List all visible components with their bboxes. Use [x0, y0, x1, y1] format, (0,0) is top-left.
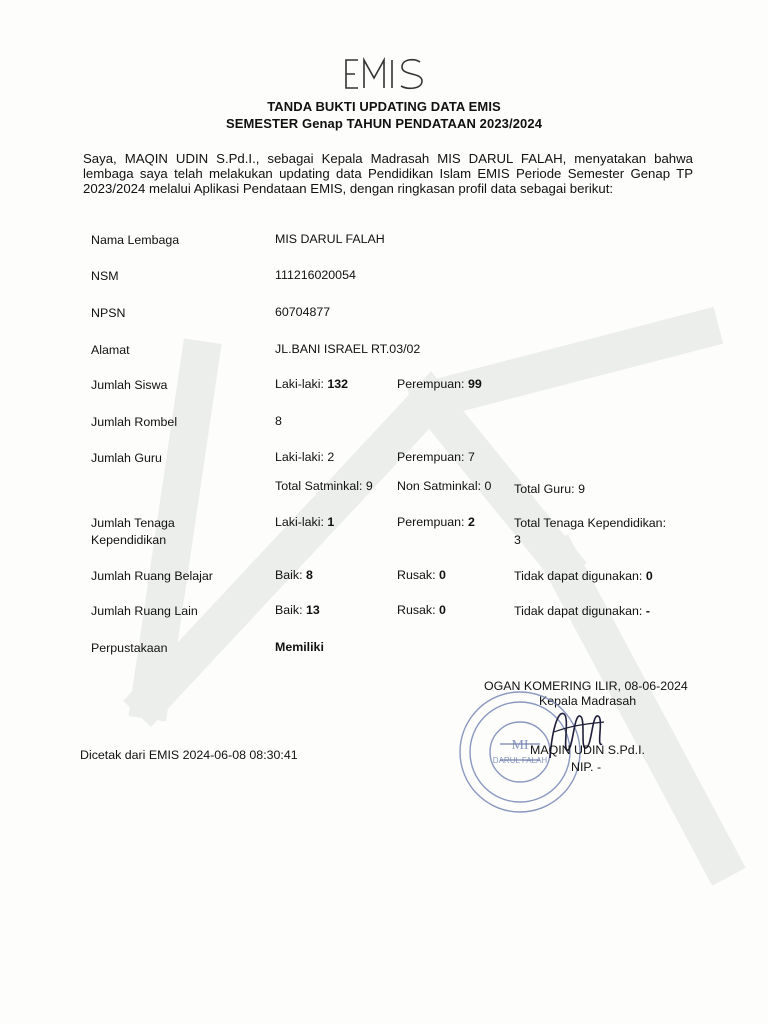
- signer-position: Kepala Madrasah: [539, 694, 637, 708]
- sub-label: Tidak dapat digunakan:: [514, 604, 643, 618]
- place-date: OGAN KOMERING ILIR, 08-06-2024: [484, 679, 688, 693]
- sub-value: -: [645, 604, 650, 618]
- siswa-laki: [275, 377, 348, 391]
- sub-label: Perempuan:: [397, 377, 465, 391]
- sub-label: Laki-laki:: [275, 515, 324, 529]
- svg-text:DARUL FALAH: DARUL FALAH: [492, 756, 548, 765]
- sub-label: Baik:: [275, 603, 303, 617]
- ruang-belajar-tidak: [514, 568, 694, 585]
- sub-value: 7: [467, 450, 475, 464]
- sub-value: 132: [327, 377, 349, 391]
- sub-label: Tidak dapat digunakan:: [514, 569, 643, 583]
- sub-label: Non Satminkal:: [397, 479, 482, 493]
- field-value: MIS DARUL FALAH: [275, 232, 385, 246]
- sub-value: 3: [514, 533, 521, 547]
- label-line: Jumlah Tenaga: [91, 516, 175, 530]
- document-title: TANDA BUKTI UPDATING DATA EMIS: [267, 99, 501, 114]
- ruang-belajar-baik: [275, 568, 313, 582]
- ruang-lain-tidak: [514, 603, 694, 620]
- siswa-perempuan: [397, 377, 482, 391]
- sub-value: 0: [484, 479, 492, 493]
- guru-perempuan: [397, 450, 475, 464]
- sub-label: Baik:: [275, 568, 303, 582]
- sub-label: Total Satminkal:: [275, 479, 363, 493]
- sub-value: 2: [467, 515, 475, 529]
- sub-value: 0: [439, 603, 446, 617]
- sub-label: Total Guru:: [514, 482, 575, 496]
- tendik-perempuan: [397, 515, 475, 529]
- svg-text:MI: MI: [511, 738, 529, 753]
- field-label: Jumlah Ruang Lain: [91, 604, 198, 618]
- guru-satminkal: [275, 479, 373, 493]
- intro-line: lembaga saya telah melakukan updating data Pendidikan Islam EMIS Periode Semester Genap TP: [83, 166, 693, 181]
- field-label: Jumlah Rombel: [91, 415, 178, 429]
- field-value: 8: [275, 414, 282, 428]
- signer-nip: NIP. -: [571, 760, 602, 774]
- sub-label: Rusak:: [397, 568, 436, 582]
- field-label: NPSN: [91, 306, 126, 320]
- guru-laki: [275, 450, 334, 464]
- field-label: Jumlah Ruang Belajar: [91, 569, 213, 583]
- sub-label: Laki-laki:: [275, 450, 324, 464]
- guru-non-satminkal: [397, 479, 491, 493]
- ruang-belajar-rusak: [397, 568, 446, 582]
- field-value: Memiliki: [275, 640, 324, 654]
- sub-value: 2: [327, 450, 335, 464]
- sub-value: 8: [306, 568, 313, 582]
- field-label: Perpustakaan: [91, 641, 168, 655]
- field-label: NSM: [91, 269, 119, 283]
- sub-value: 9: [365, 479, 373, 493]
- field-label: [91, 515, 251, 549]
- field-label: Jumlah Guru: [91, 451, 162, 465]
- field-label: Alamat: [91, 343, 130, 357]
- sub-value: 1: [327, 515, 335, 529]
- label-line: Kependidikan: [91, 533, 167, 547]
- field-value: JL.BANI ISRAEL RT.03/02: [275, 342, 421, 356]
- sub-value: 13: [306, 603, 320, 617]
- emis-logo: [340, 56, 432, 92]
- sub-label: Total Tenaga Kependidikan:: [514, 516, 667, 530]
- tendik-laki: [275, 515, 334, 529]
- intro-line: Saya, MAQIN UDIN S.Pd.I., sebagai Kepala Madrasah MIS DARUL FALAH, menyatakan bahwa: [83, 151, 693, 166]
- field-label: Jumlah Siswa: [91, 378, 168, 392]
- intro-line: 2023/2024 melalui Aplikasi Pendataan EMIS, dengan ringkasan profil data sebagai berikut:: [83, 181, 614, 196]
- field-value: 111216020054: [275, 268, 356, 282]
- sub-label: Laki-laki:: [275, 377, 324, 391]
- sub-value: 0: [645, 569, 653, 583]
- tendik-total: [514, 515, 694, 549]
- intro-paragraph: [83, 151, 693, 196]
- sub-label: Perempuan:: [397, 450, 465, 464]
- guru-total: [514, 481, 694, 498]
- sub-value: 0: [439, 568, 446, 582]
- field-value: 60704877: [275, 305, 331, 319]
- sub-label: Rusak:: [397, 603, 436, 617]
- sub-label: Perempuan:: [397, 515, 465, 529]
- document-subtitle: SEMESTER Genap TAHUN PENDATAAN 2023/2024: [225, 116, 543, 131]
- sub-value: 99: [467, 377, 482, 391]
- printed-timestamp: Dicetak dari EMIS 2024-06-08 08:30:41: [80, 748, 298, 762]
- field-label: Nama Lembaga: [91, 233, 180, 247]
- ruang-lain-rusak: [397, 603, 446, 617]
- sub-value: 9: [578, 482, 585, 496]
- ruang-lain-baik: [275, 603, 320, 617]
- signer-name: MAQIN UDIN S.Pd.I.: [530, 743, 645, 757]
